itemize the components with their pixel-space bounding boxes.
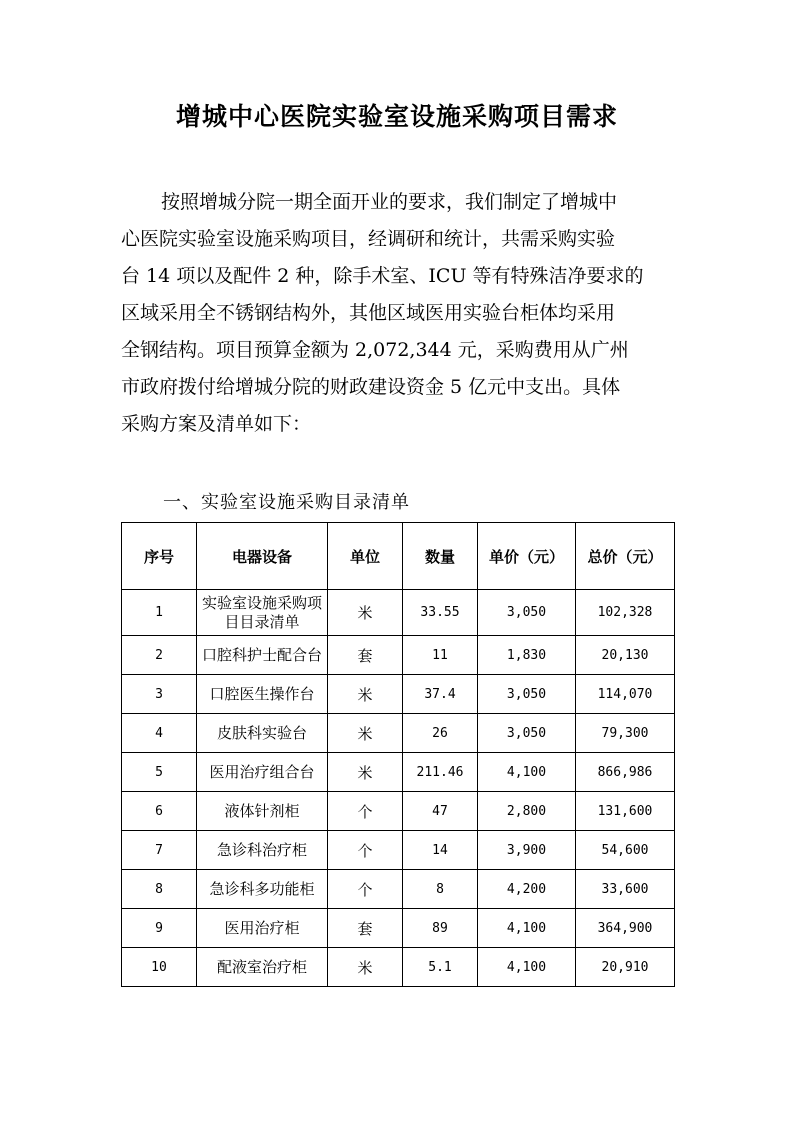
cell-equipment: 实验室设施采购项目目录清单 bbox=[197, 590, 328, 636]
cell-equipment: 医用治疗柜 bbox=[197, 909, 328, 948]
cell-unit: 个 bbox=[328, 870, 403, 909]
cell-index: 1 bbox=[122, 590, 197, 636]
cell-unit: 米 bbox=[328, 948, 403, 987]
intro-paragraph bbox=[121, 184, 676, 443]
cell-equipment: 配液室治疗柜 bbox=[197, 948, 328, 987]
cell-unit-price: 3,050 bbox=[478, 714, 576, 753]
header-quantity: 数量 bbox=[403, 523, 478, 590]
section-heading: 一、实验室设施采购目录清单 bbox=[163, 492, 410, 513]
header-equipment: 电器设备 bbox=[197, 523, 328, 590]
cell-quantity: 33.55 bbox=[403, 590, 478, 636]
cell-unit-price: 3,900 bbox=[478, 831, 576, 870]
cell-equipment: 急诊科多功能柜 bbox=[197, 870, 328, 909]
cell-unit: 米 bbox=[328, 590, 403, 636]
procurement-table bbox=[121, 522, 675, 987]
cell-total-price: 114,070 bbox=[576, 675, 675, 714]
cell-index: 8 bbox=[122, 870, 197, 909]
paragraph-line: 全钢结构。项目预算金额为 2,072,344 元，采购费用从广州 bbox=[121, 339, 629, 361]
cell-total-price: 20,910 bbox=[576, 948, 675, 987]
table-header-row bbox=[122, 523, 675, 590]
cell-equipment: 急诊科治疗柜 bbox=[197, 831, 328, 870]
cell-index: 4 bbox=[122, 714, 197, 753]
paragraph-line: 心医院实验室设施采购项目，经调研和统计，共需采购实验 bbox=[121, 228, 616, 250]
table-row bbox=[122, 636, 675, 675]
cell-unit-price: 3,050 bbox=[478, 675, 576, 714]
cell-total-price: 79,300 bbox=[576, 714, 675, 753]
cell-unit: 米 bbox=[328, 675, 403, 714]
cell-unit: 套 bbox=[328, 909, 403, 948]
table-row bbox=[122, 948, 675, 987]
cell-quantity: 211.46 bbox=[403, 753, 478, 792]
cell-equipment: 医用治疗组合台 bbox=[197, 753, 328, 792]
paragraph-line: 区域采用全不锈钢结构外，其他区域医用实验台柜体均采用 bbox=[121, 302, 616, 324]
header-index: 序号 bbox=[122, 523, 197, 590]
cell-total-price: 102,328 bbox=[576, 590, 675, 636]
table-row bbox=[122, 753, 675, 792]
table-row bbox=[122, 831, 675, 870]
cell-total-price: 866,986 bbox=[576, 753, 675, 792]
cell-equipment: 皮肤科实验台 bbox=[197, 714, 328, 753]
cell-total-price: 131,600 bbox=[576, 792, 675, 831]
cell-quantity: 47 bbox=[403, 792, 478, 831]
cell-index: 3 bbox=[122, 675, 197, 714]
paragraph-line: 按照增城分院一期全面开业的要求，我们制定了增城中 bbox=[161, 191, 618, 213]
cell-index: 2 bbox=[122, 636, 197, 675]
cell-index: 9 bbox=[122, 909, 197, 948]
cell-unit: 米 bbox=[328, 714, 403, 753]
cell-quantity: 5.1 bbox=[403, 948, 478, 987]
header-unit-price: 单价（元） bbox=[478, 523, 576, 590]
cell-equipment: 口腔医生操作台 bbox=[197, 675, 328, 714]
table-row bbox=[122, 870, 675, 909]
paragraph-line: 市政府拨付给增城分院的财政建设资金 5 亿元中支出。具体 bbox=[121, 376, 621, 398]
cell-unit: 套 bbox=[328, 636, 403, 675]
cell-index: 10 bbox=[122, 948, 197, 987]
cell-unit-price: 4,100 bbox=[478, 948, 576, 987]
cell-index: 7 bbox=[122, 831, 197, 870]
table-row bbox=[122, 792, 675, 831]
cell-unit-price: 4,100 bbox=[478, 909, 576, 948]
cell-unit-price: 2,800 bbox=[478, 792, 576, 831]
cell-total-price: 33,600 bbox=[576, 870, 675, 909]
cell-total-price: 364,900 bbox=[576, 909, 675, 948]
cell-equipment: 口腔科护士配合台 bbox=[197, 636, 328, 675]
table-row bbox=[122, 909, 675, 948]
cell-quantity: 89 bbox=[403, 909, 478, 948]
page-title: 增城中心医院实验室设施采购项目需求 bbox=[175, 102, 618, 131]
cell-unit: 米 bbox=[328, 753, 403, 792]
cell-quantity: 14 bbox=[403, 831, 478, 870]
header-unit: 单位 bbox=[328, 523, 403, 590]
cell-quantity: 8 bbox=[403, 870, 478, 909]
cell-equipment: 液体针剂柜 bbox=[197, 792, 328, 831]
cell-index: 5 bbox=[122, 753, 197, 792]
table-row bbox=[122, 590, 675, 636]
cell-quantity: 26 bbox=[403, 714, 478, 753]
table-row bbox=[122, 675, 675, 714]
cell-total-price: 20,130 bbox=[576, 636, 675, 675]
cell-unit-price: 1,830 bbox=[478, 636, 576, 675]
table-row bbox=[122, 714, 675, 753]
header-total-price: 总价（元） bbox=[576, 523, 675, 590]
paragraph-line: 采购方案及清单如下： bbox=[121, 413, 312, 435]
cell-unit-price: 4,100 bbox=[478, 753, 576, 792]
paragraph-line: 台 14 项以及配件 2 种，除手术室、ICU 等有特殊洁净要求的 bbox=[121, 265, 644, 287]
cell-quantity: 11 bbox=[403, 636, 478, 675]
cell-unit-price: 4,200 bbox=[478, 870, 576, 909]
cell-unit: 个 bbox=[328, 792, 403, 831]
cell-unit: 个 bbox=[328, 831, 403, 870]
cell-index: 6 bbox=[122, 792, 197, 831]
cell-quantity: 37.4 bbox=[403, 675, 478, 714]
cell-unit-price: 3,050 bbox=[478, 590, 576, 636]
cell-total-price: 54,600 bbox=[576, 831, 675, 870]
